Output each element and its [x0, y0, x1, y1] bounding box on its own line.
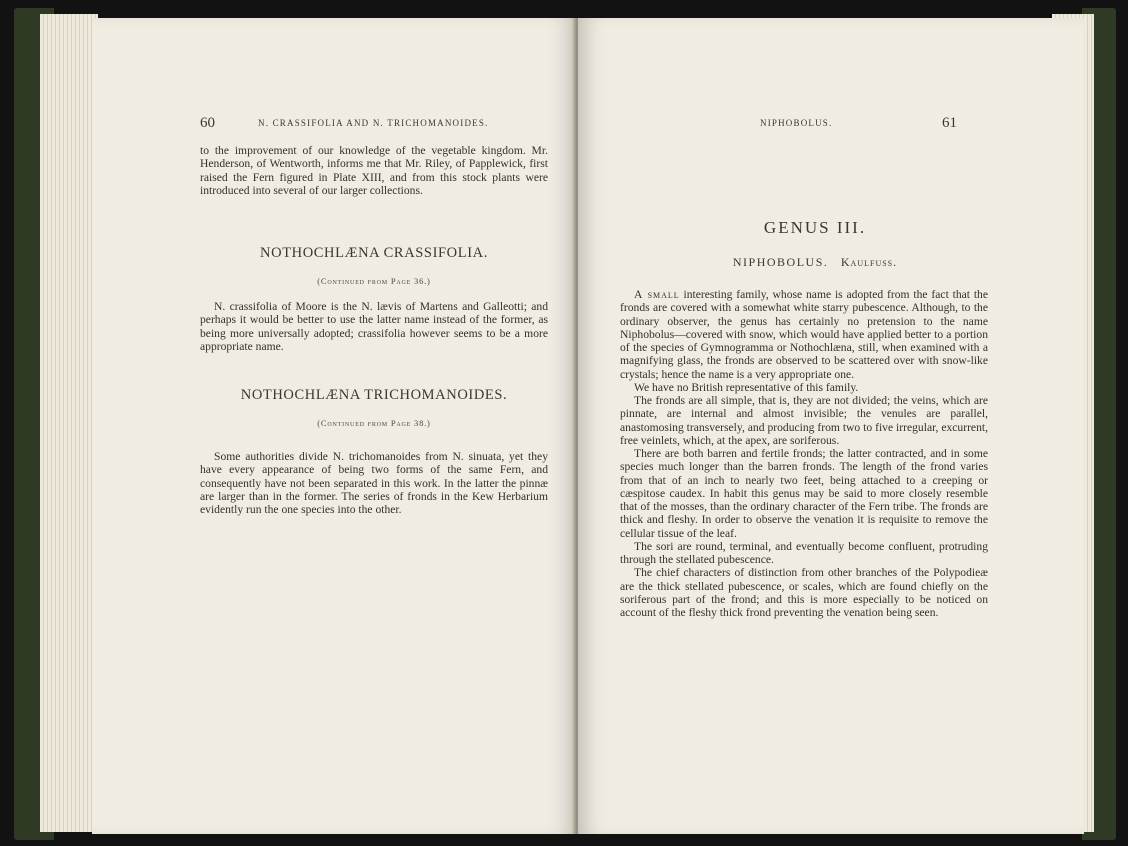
section1-subtitle: (Continued from Page 36.) — [317, 276, 431, 286]
left-page — [92, 18, 576, 834]
intro-paragraph: to the improvement of our knowledge of the vegetable kingdom. Mr. Henderson, of Wentworth, informs me that Mr. Riley, of Papplewick, first raised the Fern figured in Plate XIII, and from this stock plants were introduced into several of our larger collections. — [200, 144, 548, 197]
genus-name-line — [620, 255, 1010, 270]
paragraph-1-text: interesting family, whose name is adopted from the fact that the fronds are covered with a somewhat white starry pubescence. Although, to the ordinary observer, the genus has certainly no pretension to the name Niphobolus—covered with snow, which would have applied better to a portion of the species of Gymnogramma or Nothochlæna, still, when examined with a magnifying glass, the fronds are observed to be scattered over with snow-like crystals; hence the name is a very appropriate one. — [620, 288, 988, 381]
section1-paragraph: N. crassifolia of Moore is the N. lævis of Martens and Galleotti; and perhaps it would be better to use the latter name instead of the former, as being more universally adopted; crassifolia however seems to be a more appropriate name. — [200, 300, 548, 353]
section1-title: NOTHOCHLÆNA CRASSIFOLIA. — [260, 245, 488, 261]
section2-paragraph: Some authorities divide N. trichomanoides from N. sinuata, yet they have every appearance of being two forms of the same Fern, and consequently have not been separated in this work. In the latter the pinnæ are larger than in the former. The series of fronds in the Kew Herbarium evidently run the one species into the other. — [200, 450, 548, 516]
section1-text — [200, 300, 548, 353]
left-running-head: N. CRASSIFOLIA AND N. TRICHOMANOIDES. — [258, 118, 489, 128]
paragraph-5: The sori are round, terminal, and eventually become confluent, protruding through the stellated pubescence. — [620, 539, 988, 566]
genus-author: Kaulfuss. — [840, 255, 898, 269]
page-edges-left — [40, 14, 98, 832]
right-page-number: 61 — [942, 115, 957, 131]
paragraph-2: We have no British representative of this family. — [634, 380, 859, 394]
left-intro-text — [200, 144, 548, 197]
section2-text — [200, 450, 548, 516]
left-page-number: 60 — [200, 115, 215, 131]
section2-title: NOTHOCHLÆNA TRICHOMANOIDES. — [240, 387, 508, 403]
paragraph-3: The fronds are all simple, that is, they are not divided; the veins, which are pinnate, are internal and almost invisible; the venules are parallel, anastomosing transversely, and producing from two to five irregular, excurrent, free veinlets, which, at the apex, are soriferous. — [620, 394, 988, 447]
right-running-head: NIPHOBOLUS. — [760, 118, 833, 128]
paragraph-6: The chief characters of distinction from other branches of the Polypodieæ are the thick stellated pubescence, or scales, which are found chiefly on the soriferous part of the frond; and this is more especially to be noticed on account of the fleshy thick frond preventing the venation being seen. — [620, 566, 988, 619]
right-body-text — [620, 288, 988, 619]
genus-name: NIPHOBOLUS. — [732, 255, 829, 269]
paragraph-1 — [620, 288, 988, 381]
genus-title: GENUS III. — [763, 218, 867, 237]
right-page — [578, 18, 1084, 834]
lead-small-caps: A small — [634, 288, 680, 301]
paragraph-4: There are both barren and fertile fronds; the latter contracted, and in some species much longer than the barren fronds. The length of the frond varies from that of an inch to nearly two feet, being attached to a creeping or cæspitose caudex. In habit this genus may be said to more closely resemble that of the mosses, than the ordinary character of the Fern tribe. The fronds are thick and fleshy. In order to observe the venation it is requisite to remove the cellular tissue of the leaf. — [620, 447, 988, 540]
section2-subtitle: (Continued from Page 38.) — [317, 418, 431, 428]
